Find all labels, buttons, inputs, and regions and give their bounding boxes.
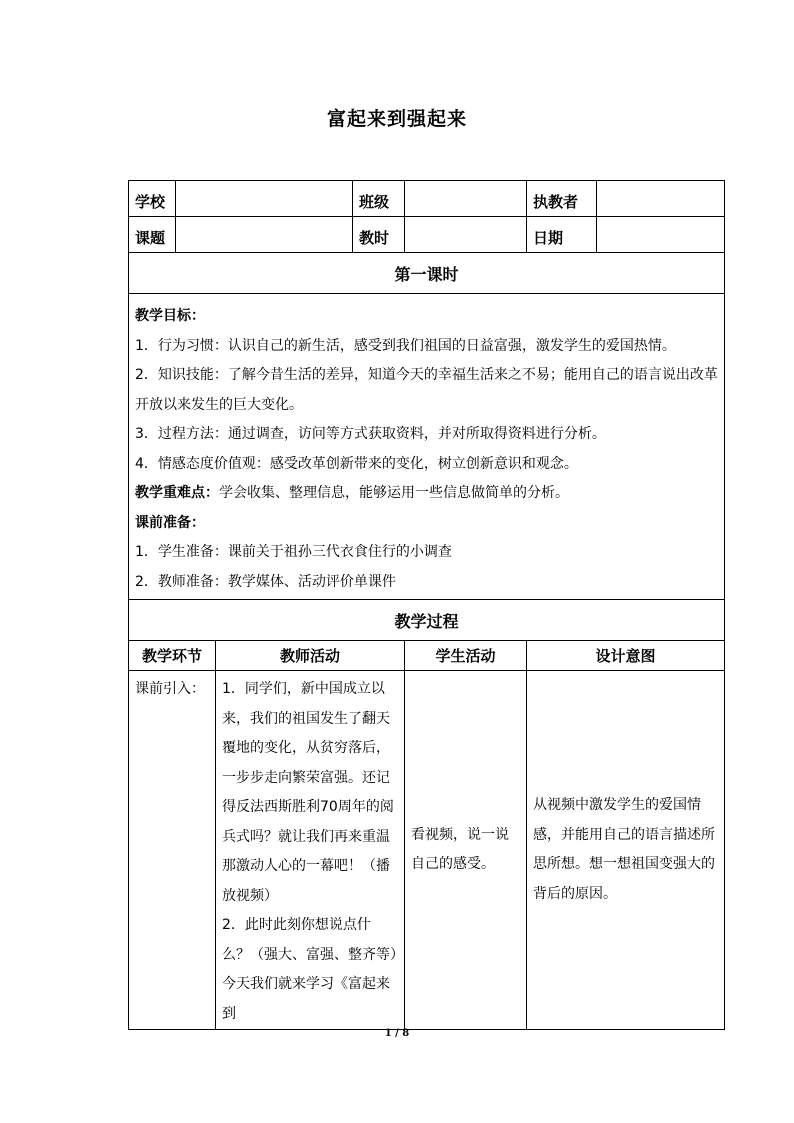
topic-label: 课题: [129, 217, 176, 253]
process-column-headers: [129, 641, 725, 671]
school-label: 学校: [129, 181, 176, 217]
period-label: 教时: [353, 217, 405, 253]
process-teacher-activity: [216, 671, 405, 1030]
prep-item-2: 2．教师准备：教学媒体、活动评价单课件: [135, 573, 396, 590]
process-row: [129, 671, 725, 1030]
class-label: 班级: [353, 181, 405, 217]
class-value[interactable]: [405, 181, 527, 217]
date-label: 日期: [527, 217, 597, 253]
school-value[interactable]: [176, 181, 353, 217]
header-row-2: [129, 217, 725, 253]
teacher-activity-2: 2．此时此刻你想说点什么？（强大、富强、整齐等）今天我们就来学习《富起来到: [222, 917, 397, 1022]
section-title-lesson: 第一课时: [129, 253, 725, 294]
process-student-activity: 看视频，说一说自己的感受。: [405, 671, 527, 1030]
prep-heading: 课前准备：: [135, 514, 205, 531]
document-title: 富起来到强起来: [326, 108, 467, 130]
page-number: 1 / 8: [384, 1028, 410, 1039]
section-row-process: [129, 600, 725, 641]
teacher-label: 执教者: [527, 181, 597, 217]
teacher-value[interactable]: [597, 181, 725, 217]
col-header-intent: 设计意图: [527, 641, 725, 671]
col-header-stage: 教学环节: [129, 641, 216, 671]
prep-item-1: 1．学生准备：课前关于祖孙三代衣食住行的小调查: [135, 544, 452, 560]
goals-row: [129, 294, 725, 600]
goal-item-3: 3．过程方法：通过调查，访问等方式获取资料，并对所取得资料进行分析。: [135, 426, 606, 442]
process-design-intent: 从视频中激发学生的爱国情感，并能用自己的语言描述所思所想。想一想祖国变强大的背后的原因。: [527, 671, 725, 1030]
process-stage: 课前引入：: [129, 671, 216, 1030]
difficulty-line: [135, 479, 718, 509]
difficulty-text: 学会收集、整理信息，能够运用一些信息做简单的分析。: [219, 485, 569, 501]
section-title-process: 教学过程: [129, 600, 725, 641]
goals-heading: 教学目标：: [135, 308, 205, 324]
teacher-activity-1: 1．同学们，新中国成立以来，我们的祖国发生了翻天覆地的变化，从贫穷落后，一步步走向繁荣富强。还记得反法西斯胜利70周年的阅兵式吗？就让我们再来重温那激动人心的一幕吧！（播放视频）: [222, 681, 394, 904]
period-value[interactable]: [405, 217, 527, 253]
goals-cell: [129, 294, 725, 600]
goal-item-1: 1．行为习惯：认识自己的新生活，感受到我们祖国的日益富强，激发学生的爱国热情。: [135, 337, 676, 354]
section-row-lesson: [129, 253, 725, 294]
col-header-teacher: 教师活动: [216, 641, 405, 671]
header-row-1: [129, 181, 725, 217]
difficulty-label: 教学重难点：: [135, 485, 219, 501]
col-header-student: 学生活动: [405, 641, 527, 671]
lesson-plan-table: [128, 180, 725, 1030]
topic-value[interactable]: [176, 217, 353, 253]
goal-item-2: 2．知识技能：了解今昔生活的差异，知道今天的幸福生活来之不易；能用自己的语言说出改革开放以来发生的巨大变化。: [135, 367, 718, 413]
date-value[interactable]: [597, 217, 725, 253]
goal-item-4: 4．情感态度价值观：感受改革创新带来的变化，树立创新意识和观念。: [135, 455, 578, 472]
